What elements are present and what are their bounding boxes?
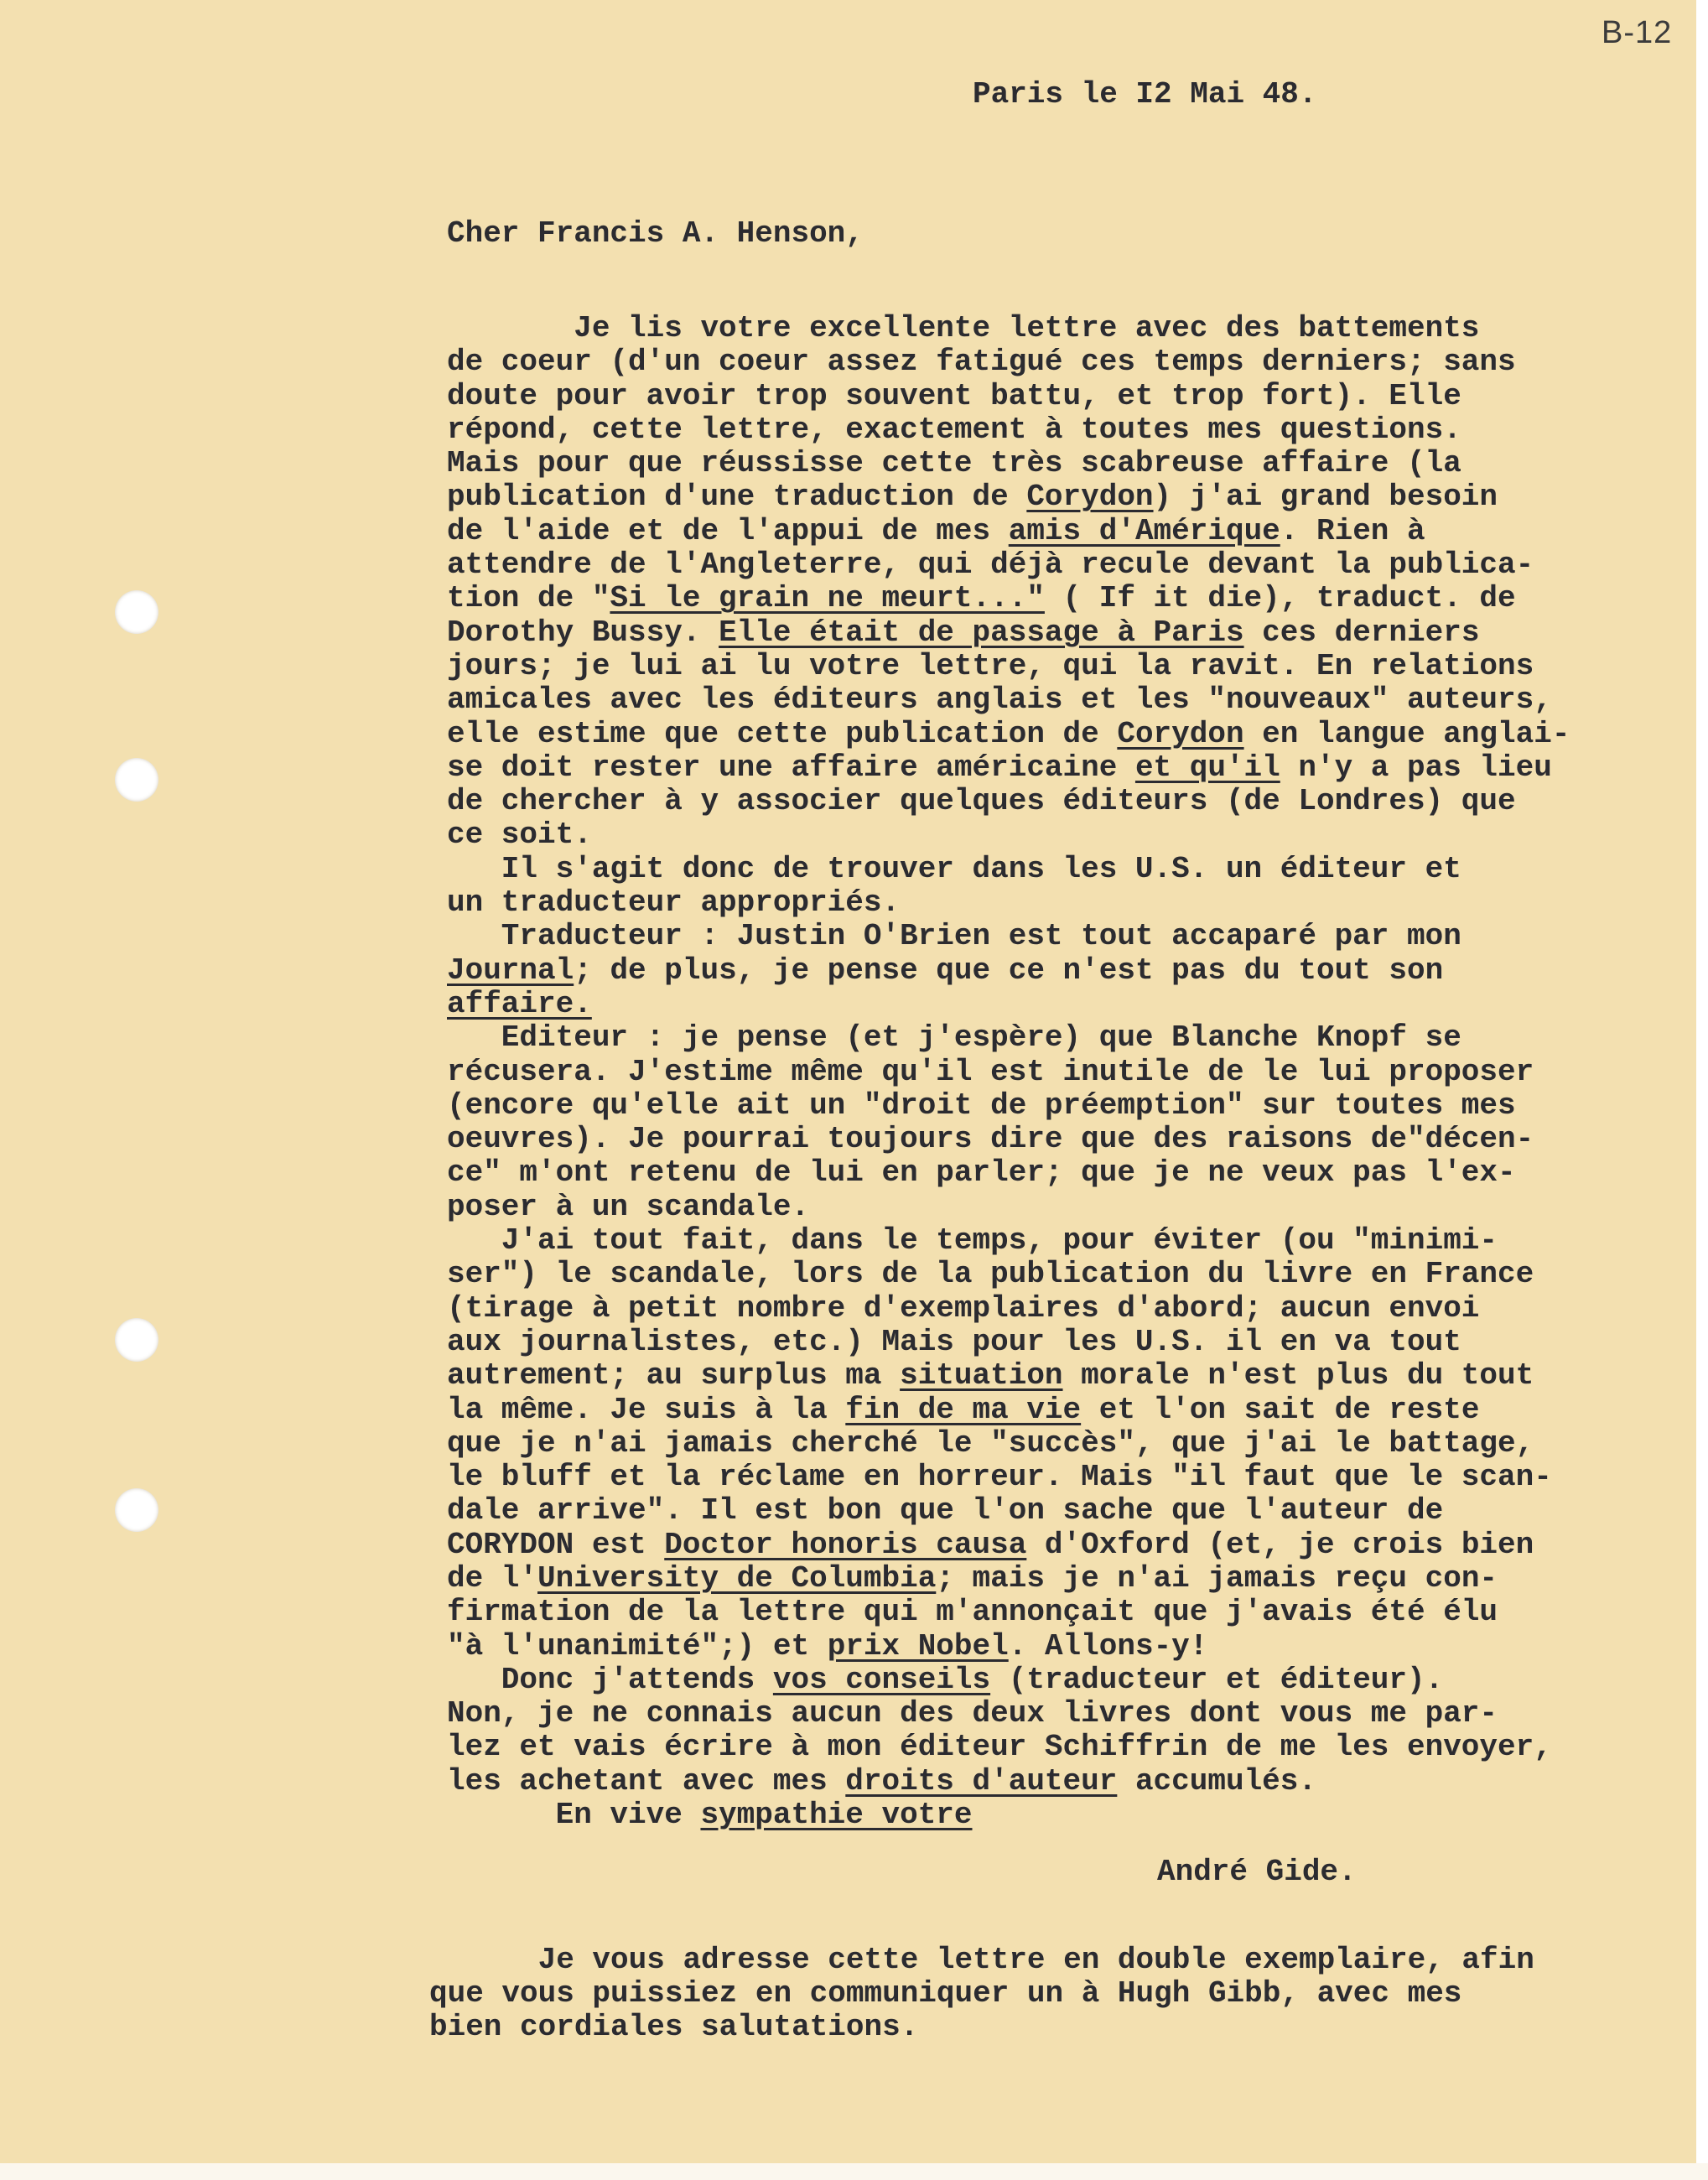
signature: André Gide.	[1157, 1855, 1357, 1889]
text-line: que vous puissiez en communiquer un à Hugh Gibb, avec mes	[429, 1976, 1462, 2011]
text-line: un traducteur appropriés.	[447, 885, 901, 921]
text-line: doute pour avoir trop souvent battu, et trop fort). Elle	[447, 378, 1461, 413]
text-line: les achetant avec mes droits d'auteur accumulés.	[447, 1763, 1316, 1798]
archive-mark: B-12	[1602, 15, 1673, 50]
punch-hole	[115, 1318, 158, 1362]
text-line: En vive sympathie votre	[447, 1798, 973, 1833]
text-line: se doit rester une affaire américaine et qu'il n'y a pas lieu	[447, 750, 1552, 785]
text-line: Journal; de plus, je pense que ce n'est pas du tout son	[447, 952, 1444, 988]
text-line: Je vous adresse cette lettre en double exemplaire, afin	[429, 1943, 1534, 1977]
letter-body	[447, 312, 1570, 1832]
text-line: "à l'unanimité";) et prix Nobel. Allons-y!	[447, 1628, 1208, 1664]
text-line: (tirage à petit nombre d'exemplaires d'abord; aucun envoi	[447, 1290, 1480, 1326]
text-line: de coeur (d'un coeur assez fatigué ces temps derniers; sans	[447, 345, 1516, 380]
text-line: Non, je ne connais aucun des deux livres dont vous me par-	[447, 1696, 1498, 1731]
text-line: Dorothy Bussy. Elle était de passage à Paris ces derniers	[447, 615, 1480, 650]
text-line: dale arrive". Il est bon que l'on sache que l'auteur de	[447, 1493, 1444, 1529]
text-line: Je lis votre excellente lettre avec des battements	[447, 311, 1480, 345]
text-line: oeuvres). Je pourrai toujours dire que des raisons de"décen-	[447, 1122, 1534, 1157]
letter-date: Paris le I2 Mai 48.	[973, 77, 1317, 112]
text-line: Mais pour que réussisse cette très scabreuse affaire (la	[447, 446, 1461, 481]
text-line: Il s'agit donc de trouver dans les U.S. un éditeur et	[447, 851, 1461, 886]
text-line: de l'University de Columbia; mais je n'ai jamais reçu con-	[447, 1560, 1498, 1596]
text-line: tion de "Si le grain ne meurt..." ( If it die), traduct. de	[447, 581, 1516, 616]
text-line: ser") le scandale, lors de la publication du livre en France	[447, 1257, 1534, 1292]
text-line: de l'aide et de l'appui de mes amis d'Amérique. Rien à	[447, 513, 1425, 548]
punch-hole	[115, 1488, 158, 1532]
punch-hole	[115, 758, 158, 802]
text-line: amicales avec les éditeurs anglais et les "nouveaux" auteurs,	[447, 683, 1552, 718]
text-line: la même. Je suis à la fin de ma vie et l'on sait de reste	[447, 1392, 1480, 1427]
text-line: répond, cette lettre, exactement à toutes mes questions.	[447, 412, 1461, 447]
text-line: CORYDON est Doctor honoris causa d'Oxford (et, je crois bien	[447, 1527, 1534, 1562]
text-line: firmation de la lettre qui m'annonçait que j'avais été élu	[447, 1595, 1498, 1630]
page-bottom-edge	[0, 2163, 1708, 2180]
text-line: de chercher à y associer quelques éditeurs (de Londres) que	[447, 784, 1516, 819]
text-line: attendre de l'Angleterre, qui déjà recule devant la publica-	[447, 548, 1534, 583]
text-line: ce soit.	[447, 818, 592, 853]
text-line: (encore qu'elle ait un "droit de préemption" sur toutes mes	[447, 1087, 1516, 1123]
punch-hole	[115, 590, 158, 634]
salutation: Cher Francis A. Henson,	[447, 216, 864, 251]
text-line: lez et vais écrire à mon éditeur Schiffrin de me les envoyer,	[447, 1730, 1552, 1765]
text-line: J'ai tout fait, dans le temps, pour éviter (ou "minimi-	[447, 1223, 1498, 1259]
text-line: Traducteur : Justin O'Brien est tout accaparé par mon	[447, 919, 1461, 954]
text-line: autrement; au surplus ma situation morale n'est plus du tout	[447, 1358, 1534, 1394]
text-line: aux journalistes, etc.) Mais pour les U.S. il en va tout	[447, 1324, 1461, 1359]
text-line: publication d'une traduction de Corydon) j'ai grand besoin	[447, 480, 1498, 515]
text-line: ce" m'ont retenu de lui en parler; que je ne veux pas l'ex-	[447, 1155, 1516, 1191]
text-line: Editeur : je pense (et j'espère) que Blanche Knopf se	[447, 1020, 1461, 1056]
page-edge	[1696, 0, 1708, 2180]
text-line: jours; je lui ai lu votre lettre, qui la ravit. En relations	[447, 648, 1534, 683]
text-line: récusera. J'estime même qu'il est inutile de le lui proposer	[447, 1054, 1534, 1089]
text-line: poser à un scandale.	[447, 1189, 810, 1224]
text-line: que je n'ai jamais cherché le "succès", que j'ai le battage,	[447, 1425, 1534, 1461]
text-line: Donc j'attends vos conseils (traducteur et éditeur).	[447, 1662, 1444, 1697]
text-line: le bluff et la réclame en horreur. Mais "il faut que le scan-	[447, 1460, 1552, 1495]
text-line: elle estime que cette publication de Corydon en langue anglai-	[447, 716, 1570, 751]
text-line: affaire.	[447, 986, 592, 1021]
postscript	[429, 1944, 1534, 2044]
text-line: bien cordiales salutations.	[429, 2010, 919, 2044]
